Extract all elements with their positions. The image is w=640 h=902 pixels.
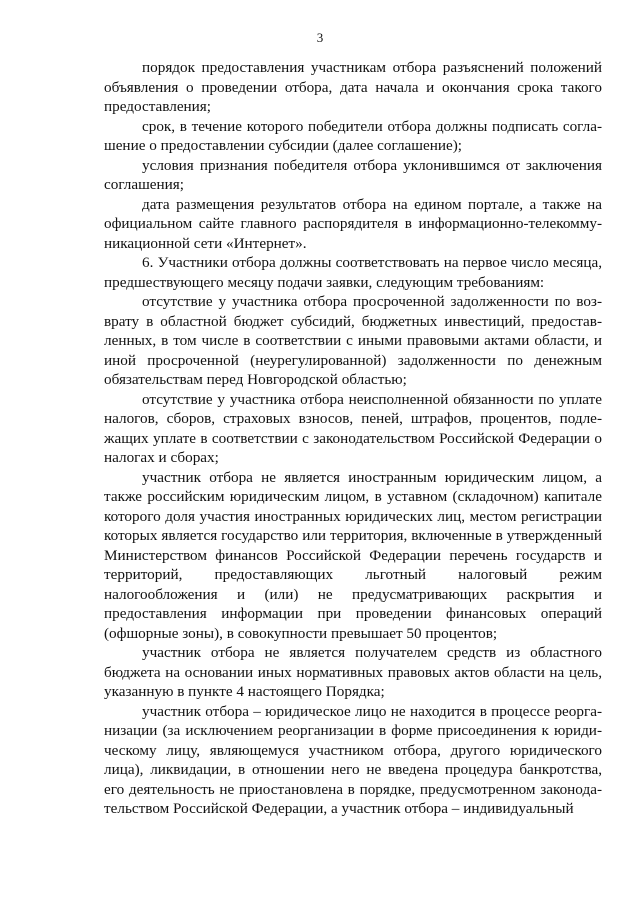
paragraph: участник отбора – юридическое лицо не находится в процессе реорганизации (за исключением реорганизации в форме присоединения к юридическому лицу, являющемуся участником отбора, другого юридического лица), ликвидации, в отношении него не введена процедура банкротства, его деятельность не приостановлена в порядке, предусмотренном законодательством Российской Федерации, а участник отбора – индивидуальный: [104, 702, 602, 817]
paragraph: отсутствие у участника отбора неисполненной обязанности по уплате налогов, сборов, страховых взносов, пеней, штрафов, процентов, подлежащих уплате в соответствии с законодательством Российской Федерации о налогах и сборах;: [104, 390, 602, 466]
paragraph: участник отбора не является иностранным юридическим лицом, а также российским юридическим лицом, в уставном (складочном) капитале которого доля участия иностранных юридических лиц, местом регистрации которых является государство или территория, включенные в утвержденный Министерством финансов Российской Федерации перечень государств и территорий, предоставляющих льготный налоговый режим налогообложения и (или) не предусматривающих раскрытия и предоставления информации при проведении финансовых операций (офшорные зоны), в совокупности превышает 50 процентов;: [104, 468, 602, 642]
paragraph: 6. Участники отбора должны соответствовать на первое число месяца, предшествующего месяцу подачи заявки, следующим требованиям:: [104, 254, 602, 291]
paragraph: условия признания победителя отбора уклонившимся от заключения соглашения;: [104, 156, 602, 193]
paragraph: отсутствие у участника отбора просроченной задолженности по возврату в областной бюджет субсидий, бюджетных инвестиций, предоставленных, в том числе в соответствии с иными правовыми актами области, и иной просроченной (неурегулированной) задолженности по денежным обязательствам перед Новгородской областью;: [104, 293, 602, 388]
paragraph: участник отбора не является получателем средств из областного бюджета на основании иных нормативных правовых актов области на цель, указанную в пункте 4 настоящего Порядка;: [104, 644, 602, 700]
paragraph: порядок предоставления участникам отбора разъяснений положений объявления о проведении отбора, дата начала и окончания срока такого предоставления;: [104, 59, 602, 115]
paragraph: дата размещения результатов отбора на едином портале, а также на официальном сайте главного распорядителя в информационно-телекоммуникационной сети «Интернет».: [104, 195, 602, 252]
paragraph: срок, в течение которого победители отбора должны подписать соглашение о предоставлении субсидии (далее соглашение);: [104, 117, 602, 154]
page-number: 3: [316, 30, 324, 45]
page-body: [104, 58, 602, 819]
